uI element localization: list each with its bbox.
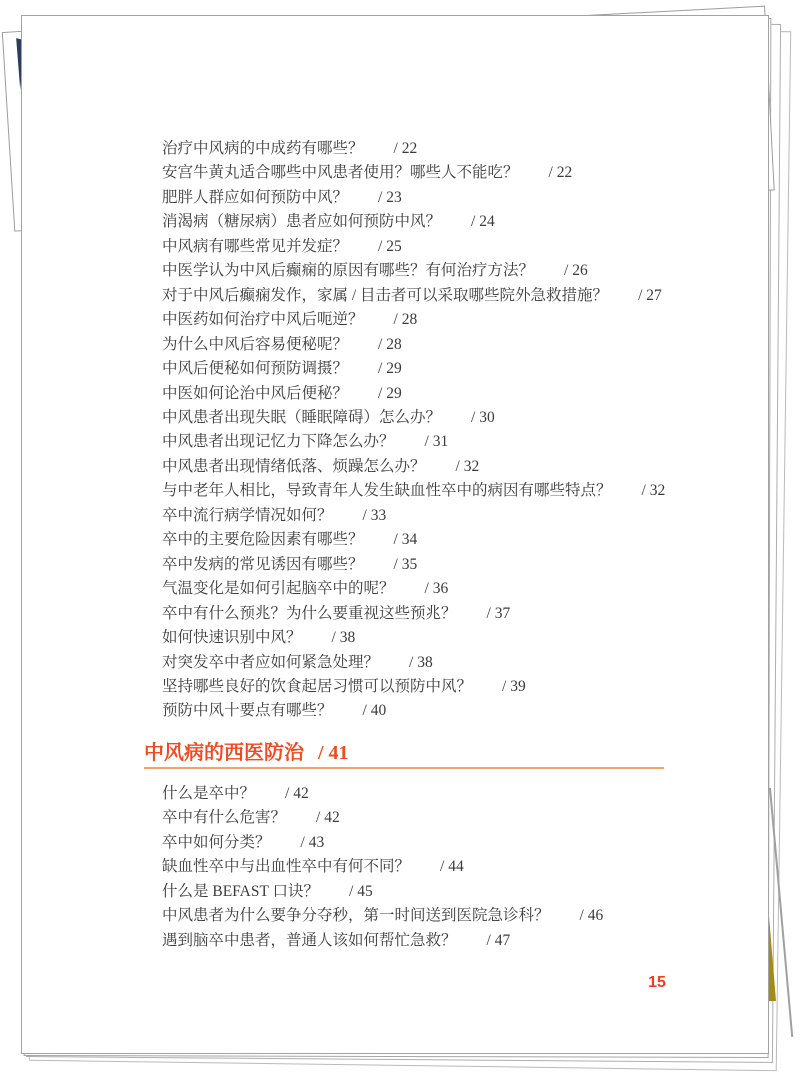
toc-item-title: 中风患者出现记忆力下降怎么办？ <box>162 433 395 451</box>
toc-item-title: 什么是 BEFAST 口诀？ <box>162 882 320 900</box>
toc-item <box>162 406 665 430</box>
toc-item-page-number: / 32 <box>455 457 480 475</box>
toc-item-page-number: / 24 <box>471 213 495 231</box>
toc-item-page-number: / 38 <box>409 653 433 671</box>
toc-item-title: 为什么中风后容易便秘呢？ <box>162 335 349 353</box>
toc-item-page-number: / 47 <box>486 931 511 949</box>
section-heading-page-number: / 41 <box>318 742 349 764</box>
toc-item-title: 中医如何论治中风后便秘？ <box>162 384 349 402</box>
toc-item-page-number: / 22 <box>548 164 573 182</box>
toc-item-title: 治疗中风病的中成药有哪些？ <box>162 140 364 157</box>
toc-item-page-number: / 44 <box>440 858 464 876</box>
toc-item <box>162 504 665 528</box>
toc-list-upper <box>162 137 665 724</box>
toc-list-lower <box>162 782 603 953</box>
toc-item <box>162 782 603 806</box>
toc-item-title: 中风后便秘如何预防调摄？ <box>162 360 349 378</box>
toc-item <box>162 259 665 283</box>
toc-item-title: 卒中有什么预兆？为什么要重视这些预兆？ <box>162 604 457 622</box>
toc-item <box>162 382 665 406</box>
toc-item-page-number: / 25 <box>378 237 402 255</box>
toc-item-title: 与中老年人相比，导致青年人发生缺血性卒中的病因有哪些特点？ <box>162 482 612 500</box>
toc-item <box>162 626 665 650</box>
toc-item <box>162 675 665 699</box>
toc-item-title: 坚持哪些良好的饮食起居习惯可以预防中风？ <box>162 677 473 695</box>
toc-item-page-number: / 27 <box>638 286 662 304</box>
toc-item-page-number: / 26 <box>564 262 588 280</box>
toc-item <box>162 880 603 904</box>
toc-item-page-number: / 23 <box>378 188 402 206</box>
toc-item-title: 中风患者出现情绪低落、烦躁怎么办？ <box>162 457 426 475</box>
toc-item <box>162 455 665 479</box>
toc-item-page-number: / 46 <box>579 907 604 925</box>
toc-page <box>21 15 769 1054</box>
toc-item <box>162 553 665 577</box>
toc-item <box>162 137 665 161</box>
toc-item <box>162 577 665 601</box>
toc-item-title: 卒中如何分类？ <box>162 833 271 851</box>
toc-item-page-number: / 40 <box>362 702 387 720</box>
toc-item <box>162 430 665 454</box>
toc-item <box>162 210 665 234</box>
toc-item-page-number: / 29 <box>378 384 402 402</box>
toc-item <box>162 699 665 723</box>
toc-item-title: 什么是卒中？ <box>162 785 256 802</box>
toc-item-page-number: / 37 <box>486 604 511 622</box>
toc-item-title: 气温变化是如何引起脑卒中的呢？ <box>162 580 395 598</box>
toc-item-page-number: / 39 <box>502 677 526 695</box>
toc-item-page-number: / 36 <box>424 580 449 598</box>
toc-item <box>162 235 665 259</box>
toc-item-page-number: / 34 <box>393 531 418 549</box>
toc-item-title: 中风患者为什么要争分夺秒，第一时间送到医院急诊科？ <box>162 907 550 925</box>
toc-item-page-number: / 31 <box>424 433 449 451</box>
toc-item <box>162 308 665 332</box>
toc-item-title: 中风病有哪些常见并发症？ <box>162 237 349 255</box>
toc-item-page-number: / 42 <box>316 809 340 827</box>
toc-item <box>162 831 603 855</box>
toc-item-page-number: / 43 <box>300 833 325 851</box>
toc-item-title: 对突发卒中者应如何紧急处理？ <box>162 653 380 671</box>
toc-item-title: 缺血性卒中与出血性卒中有何不同？ <box>162 858 411 876</box>
toc-item-title: 中医药如何治疗中风后呃逆？ <box>162 311 364 329</box>
toc-item-title: 卒中的主要危险因素有哪些？ <box>162 531 364 549</box>
toc-item-title: 预防中风十要点有哪些？ <box>162 702 333 720</box>
toc-item-page-number: / 45 <box>349 882 373 900</box>
toc-item <box>162 855 603 879</box>
toc-item <box>162 904 603 928</box>
toc-item-title: 肥胖人群应如何预防中风？ <box>162 188 349 206</box>
toc-item-title: 对于中风后癫痫发作，家属 / 目击者可以采取哪些院外急救措施？ <box>162 286 609 304</box>
toc-item-title: 中风患者出现失眠（睡眠障碍）怎么办？ <box>162 408 442 426</box>
toc-item-page-number: / 29 <box>378 360 402 378</box>
toc-item <box>162 284 665 308</box>
toc-item-page-number: / 35 <box>393 555 418 573</box>
toc-item <box>162 929 603 953</box>
page-number: 15 <box>648 974 666 991</box>
toc-item-title: 卒中流行病学情况如何？ <box>162 506 333 524</box>
toc-item-title: 中医学认为中风后癫痫的原因有哪些？有何治疗方法？ <box>162 262 535 280</box>
section-heading <box>144 740 664 769</box>
toc-item <box>162 333 665 357</box>
toc-item-title: 消渴病（糖尿病）患者应如何预防中风？ <box>162 213 442 231</box>
toc-item-title: 卒中发病的常见诱因有哪些？ <box>162 555 364 573</box>
toc-item <box>162 528 665 552</box>
toc-item-title: 卒中有什么危害？ <box>162 809 287 827</box>
toc-item-page-number: / 42 <box>285 785 309 802</box>
toc-item <box>162 186 665 210</box>
toc-item <box>162 651 665 675</box>
toc-item-page-number: / 33 <box>362 506 387 524</box>
toc-item-page-number: / 38 <box>331 629 356 647</box>
toc-item-title: 安宫牛黄丸适合哪些中风患者使用？哪些人不能吃？ <box>162 164 519 182</box>
section-heading-title: 中风病的西医防治 <box>144 742 304 764</box>
toc-item <box>162 479 665 503</box>
toc-item-page-number: / 28 <box>393 311 418 329</box>
toc-item <box>162 161 665 185</box>
toc-item-page-number: / 22 <box>393 140 418 157</box>
toc-item-page-number: / 30 <box>471 408 495 426</box>
toc-item <box>162 806 603 830</box>
toc-item-page-number: / 32 <box>641 482 666 500</box>
toc-item-title: 遇到脑卒中患者，普通人该如何帮忙急救？ <box>162 931 457 949</box>
toc-item <box>162 602 665 626</box>
toc-item-page-number: / 28 <box>378 335 402 353</box>
toc-item-title: 如何快速识别中风？ <box>162 629 302 647</box>
toc-item <box>162 357 665 381</box>
